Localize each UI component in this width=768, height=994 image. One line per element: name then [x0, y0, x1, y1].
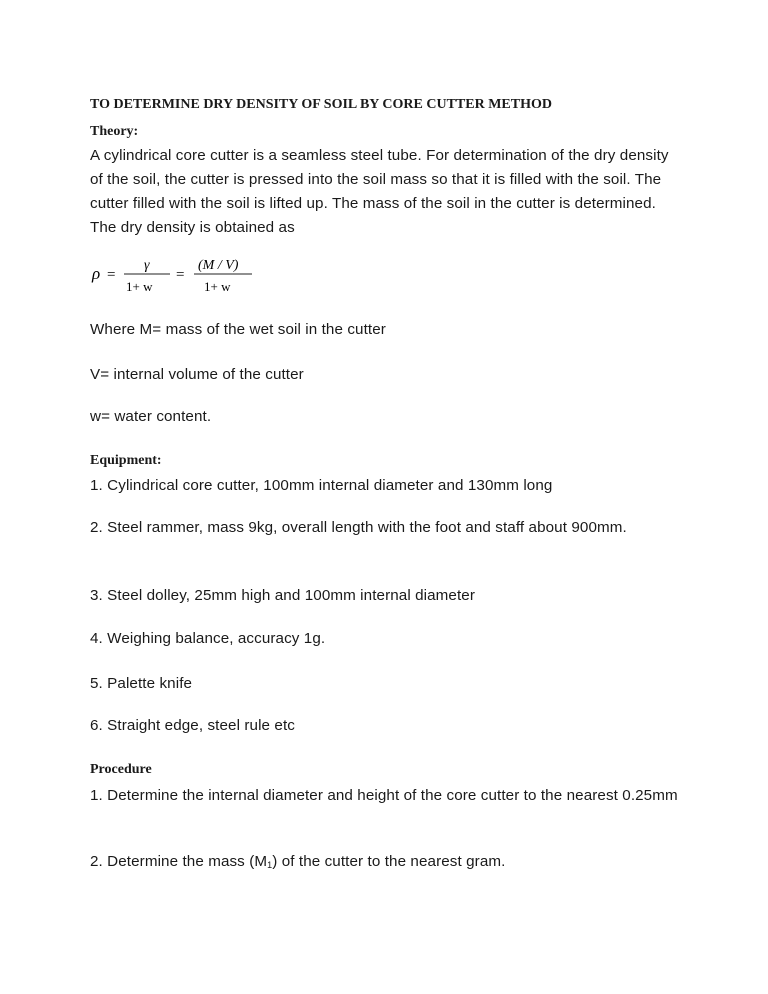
formula-equals-1: =	[107, 267, 116, 283]
procedure-step	[90, 853, 505, 870]
procedure-step-2-end: ) of the cutter to the nearest gram.	[272, 853, 506, 870]
definition-w: w= water content.	[90, 408, 212, 425]
formula-numerator-gamma: γ	[144, 258, 150, 273]
formula-rho: ρ	[92, 264, 101, 283]
equipment-item: 1. Cylindrical core cutter, 100mm internal diameter and 130mm long	[90, 477, 553, 494]
definition-m: Where M= mass of the wet soil in the cutter	[90, 321, 386, 338]
theory-paragraph: A cylindrical core cutter is a seamless steel tube. For determination of the dry density of the soil, the cutter is pressed into the soil mass so that it is filled with the soil. The cutter filled with the soil is lifted up. The mass of the soil in the cutter is determined. The dry density is obtained as	[90, 147, 669, 236]
formula-equals-2: =	[176, 267, 185, 283]
equipment-item: 4. Weighing balance, accuracy 1g.	[90, 630, 326, 647]
procedure-heading: Procedure	[90, 762, 152, 777]
procedure-step-2-start: 2. Determine the mass (M	[90, 853, 268, 870]
formula-denominator-2: 1+ w	[204, 279, 231, 294]
equipment-item: 3. Steel dolley, 25mm high and 100mm internal diameter	[90, 587, 476, 604]
equipment-item: 6. Straight edge, steel rule etc	[90, 717, 295, 734]
equipment-item: 5. Palette knife	[90, 675, 193, 692]
procedure-step: 1. Determine the internal diameter and height of the core cutter to the nearest 0.25mm	[90, 787, 678, 804]
formula-denominator-1: 1+ w	[126, 279, 153, 294]
equipment-heading: Equipment:	[90, 453, 162, 468]
dry-density-formula	[90, 254, 260, 296]
mass-subscript: 1	[267, 860, 273, 870]
document-title: TO DETERMINE DRY DENSITY OF SOIL BY CORE CUTTER METHOD	[90, 97, 552, 112]
theory-heading: Theory:	[90, 124, 139, 139]
definition-v: V= internal volume of the cutter	[90, 366, 304, 383]
formula-numerator-mv: (M / V)	[198, 258, 239, 273]
equipment-item: 2. Steel rammer, mass 9kg, overall length with the foot and staff about 900mm.	[90, 519, 627, 536]
